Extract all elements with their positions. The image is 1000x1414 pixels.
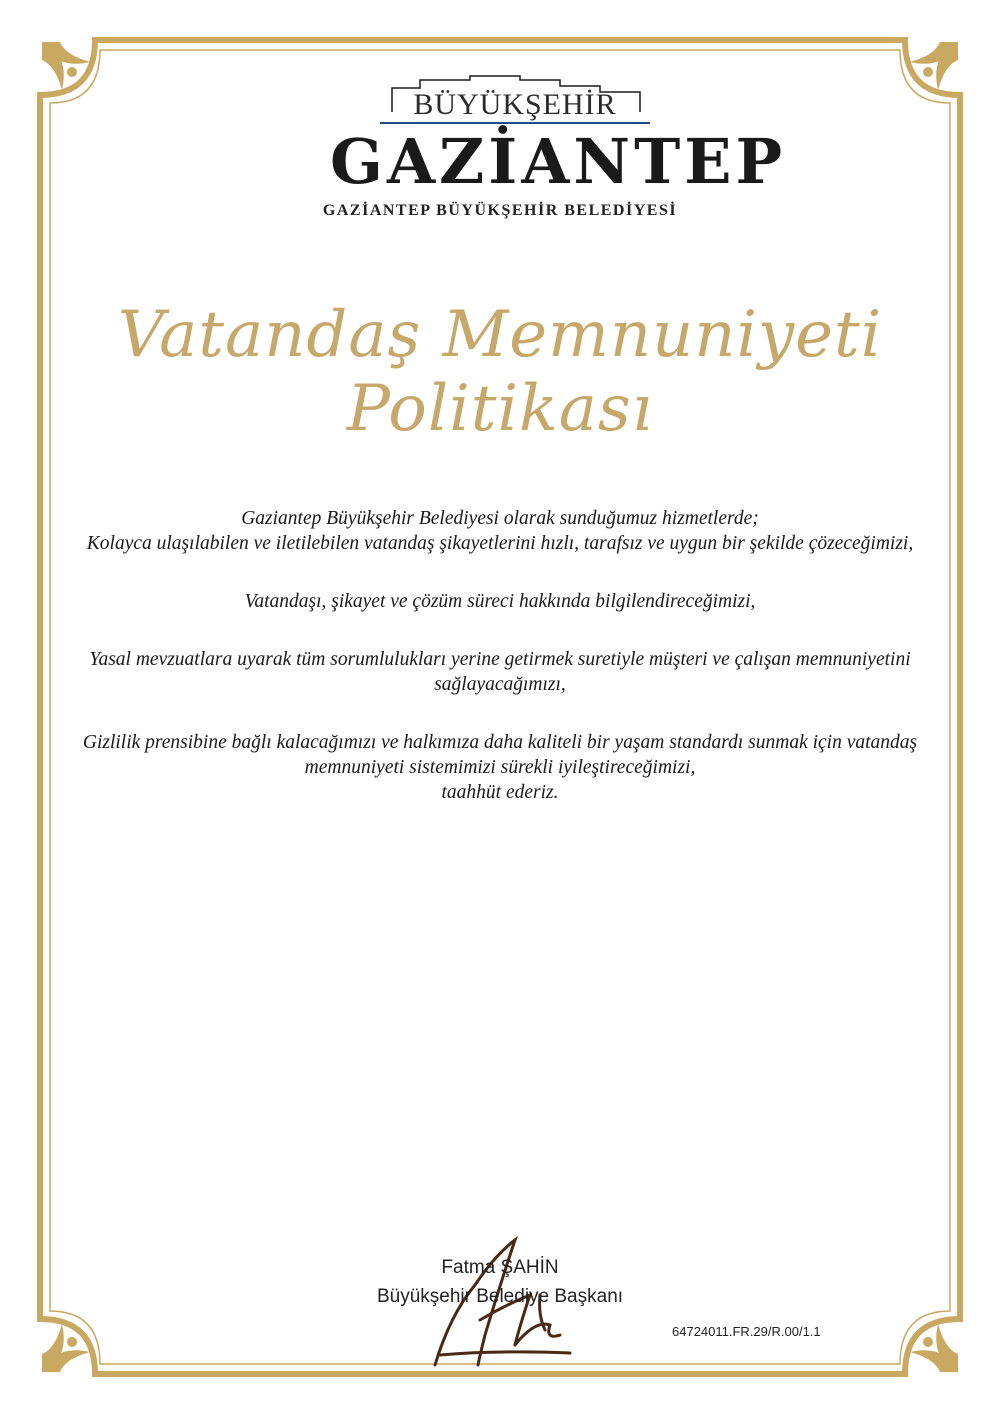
logo-top-text: BÜYÜKŞEHİR	[413, 88, 617, 121]
document-code: 64724011.FR.29/R.00/1.1	[672, 1324, 821, 1339]
logo-sub-text: GAZİANTEP BÜYÜKŞEHİR BELEDİYESİ	[322, 202, 678, 219]
policy-item-1: Kolayca ulaşılabilen ve iletilebilen vatandaş şikayetlerini hızlı, tarafsız ve uygun bir şekilde çözeceğimizi,	[86, 533, 914, 554]
policy-closing: taahhüt ederiz.	[441, 782, 559, 803]
policy-paragraph-4	[60, 730, 940, 805]
policy-intro: Gaziantep Büyükşehir Belediyesi olarak sunduğumuz hizmetlerde;	[241, 508, 759, 529]
policy-spacer	[60, 556, 940, 589]
policy-item-4: Gizlilik prensibine bağlı kalacağımızı ve halkımıza daha kaliteli bir yaşam standardı sunmak için vatandaş memnuniyeti sistemimizi sürekli iyileştireceğimizi,	[82, 732, 918, 778]
policy-paragraph-1	[60, 506, 940, 556]
logo-main-text: GAZİANTEP	[330, 125, 787, 198]
signatory-role: Büyükşehir Belediye Başkanı	[376, 1286, 624, 1307]
signatory-name: Fatma ŞAHİN	[441, 1257, 559, 1278]
policy-body	[60, 506, 940, 838]
policy-item-2: Vatandaşı, şikayet ve çözüm süreci hakkında bilgilendireceğimizi,	[244, 591, 756, 612]
page-title: Vatandaş Memnuniyeti Politikası	[117, 298, 883, 446]
policy-item-3: Yasal mevzuatlara uyarak tüm sorumlulukları yerine getirmek suretiyle müşteri ve çalışan memnuniyetini sağlayacağımızı,	[89, 649, 911, 695]
